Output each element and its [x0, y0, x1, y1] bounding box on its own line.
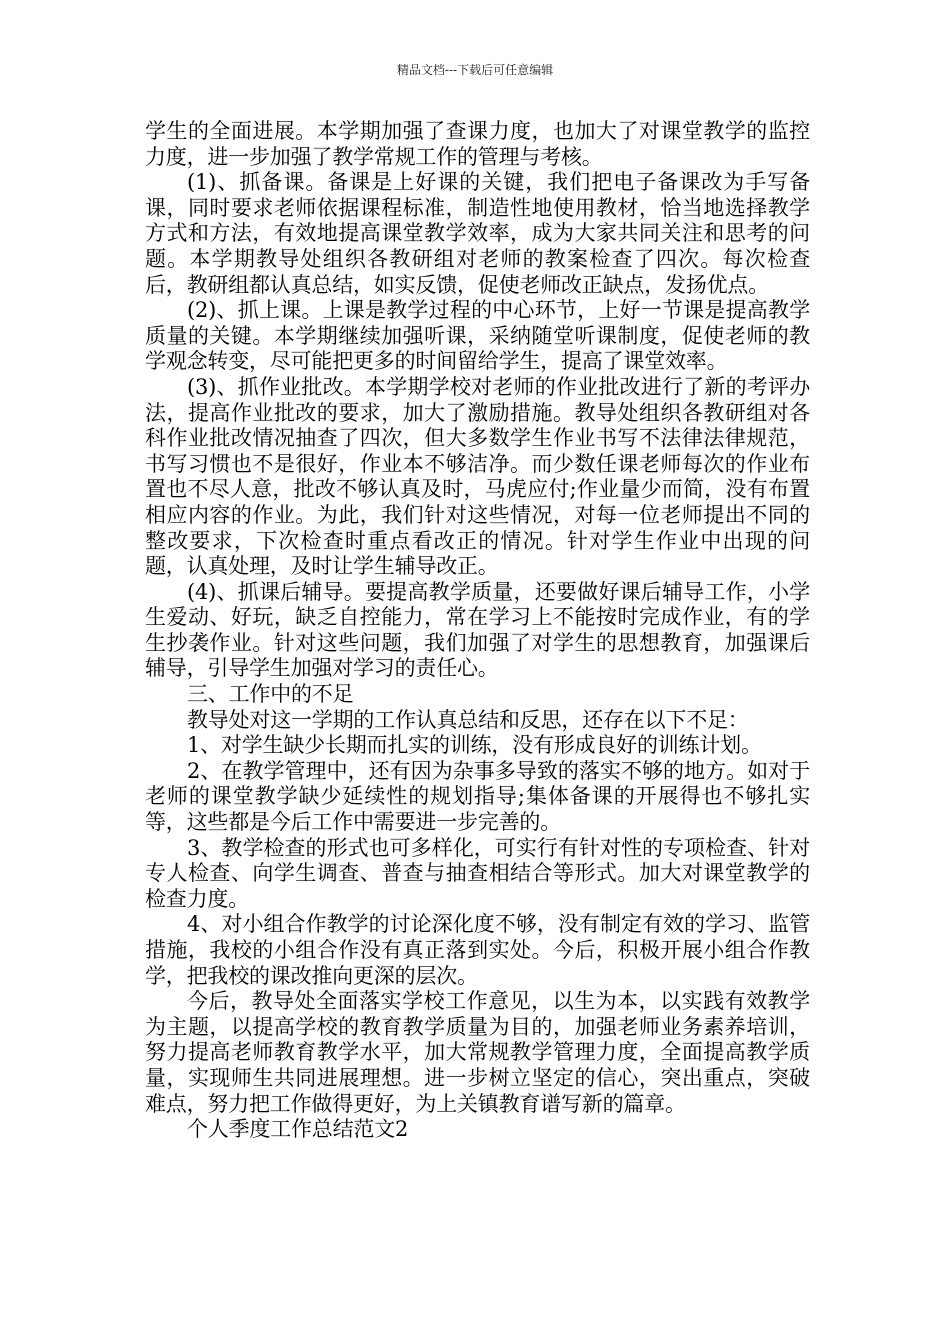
paragraph-lesson-prep: (1)、抓备课。备课是上好课的关键，我们把电子备课改为手写备课，同时要求老师依据课程标准，制造性地使用教材，恰当地选择教学方式和方法，有效地提高课堂教学效率，成为大家共同关注和思考的问题。本学期教导处组织各教研组对老师的教案检查了四次。每次检查后，教研组都认真总结，如实反馈，促使老师改正缺点，发扬优点。 — [145, 170, 810, 297]
paragraph-classes: (2)、抓上课。上课是教学过程的中心环节，上好一节课是提高教学质量的关键。本学期继续加强听课，采纳随堂听课制度，促使老师的教学观念转变，尽可能把更多的时间留给学生，提高了课堂效率。 — [145, 298, 810, 374]
paragraph-homework-grading: (3)、抓作业批改。本学期学校对老师的作业批改进行了新的考评办法，提高作业批改的要求，加大了激励措施。教导处组织各教研组对各科作业批改情况抽查了四次，但大多数学生作业书写不法律法律规范，书写习惯也不是很好，作业本不够洁净。而少数任课老师每次的作业布置也不尽人意，批改不够认真及时，马虎应付;作业量少而简，没有布置相应内容的作业。为此，我们针对这些情况，对每一位老师提出不同的整改要求，下次检查时重点看改正的情况。针对学生作业中出现的问题，认真处理，及时让学生辅导改正。 — [145, 374, 810, 579]
paragraph-outlook: 今后，教导处全面落实学校工作意见，以生为本，以实践有效教学为主题，以提高学校的教育教学质量为目的，加强老师业务素养培训，努力提高老师教育教学水平，加大常规教学管理力度，全面提高教学质量，实现师生共同进展理想。进一步树立坚定的信心，突出重点，突破难点，努力把工作做得更好，为上关镇教育谱写新的篇章。 — [145, 989, 810, 1116]
paragraph-after-class-tutoring: (4)、抓课后辅导。要提高教学质量，还要做好课后辅导工作，小学生爱动、好玩，缺乏自控能力，常在学习上不能按时完成作业，有的学生抄袭作业。针对这些问题，我们加强了对学生的思想教育，加强课后辅导，引导学生加强对学习的责任心。 — [145, 579, 810, 681]
shortcoming-item-2: 2、在教学管理中，还有因为杂事多导致的落实不够的地方。如对于老师的课堂教学缺少延续性的规划指导;集体备课的开展得也不够扎实等，这些都是今后工作中需要进一步完善的。 — [145, 758, 810, 835]
shortcoming-item-4: 4、对小组合作教学的讨论深化度不够，没有制定有效的学习、监管措施，我校的小组合作没有真正落到实处。今后，积极开展小组合作教学，把我校的课改推向更深的层次。 — [145, 912, 810, 988]
shortcoming-item-1: 1、对学生缺少长期而扎实的训练，没有形成良好的训练计划。 — [187, 733, 762, 758]
shortcoming-item-3: 3、教学检查的形式也可多样化，可实行有针对性的专项检查、针对专人检查、向学生调查、普查与抽查相结合等形式。加大对课堂教学的检查力度。 — [145, 835, 810, 911]
page-header: 精品文档---下载后可任意编辑 — [396, 63, 554, 77]
paragraph-continuation: 学生的全面进展。本学期加强了查课力度，也加大了对课堂教学的监控力度，进一步加强了教学常规工作的管理与考核。 — [145, 119, 810, 169]
next-article-title: 个人季度工作总结范文2 — [187, 1117, 409, 1142]
section-heading-shortcomings: 三、工作中的不足 — [187, 682, 354, 707]
document-body — [145, 119, 810, 1143]
paragraph-shortcomings-intro: 教导处对这一学期的工作认真总结和反思，还存在以下不足： — [187, 707, 749, 732]
